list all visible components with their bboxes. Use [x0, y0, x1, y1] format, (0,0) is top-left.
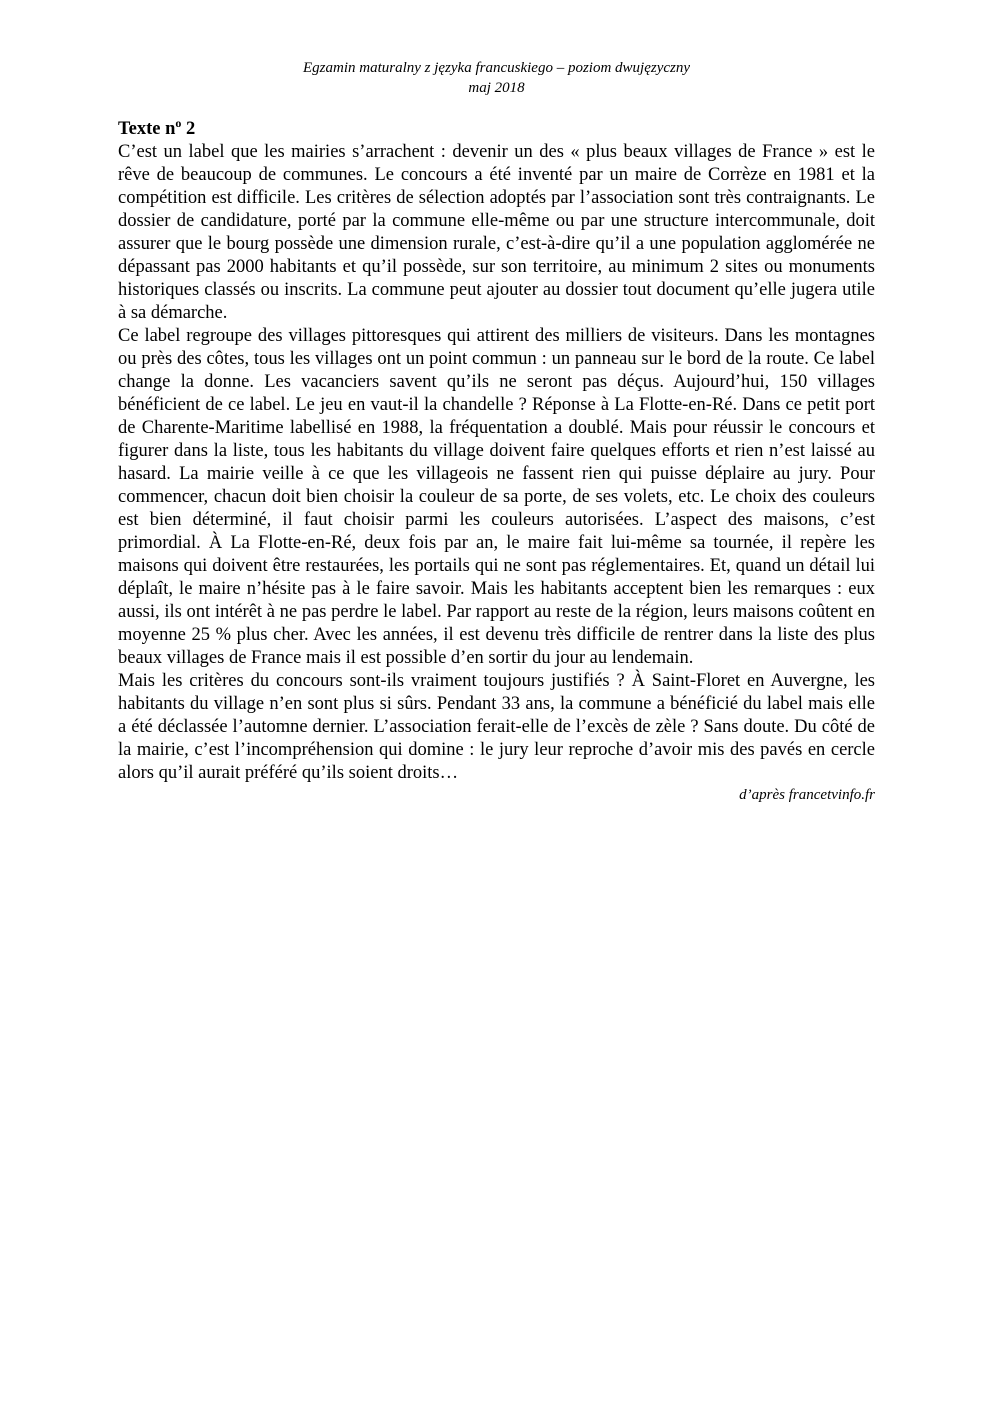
- paragraph-1: C’est un label que les mairies s’arrachent : devenir un des « plus beaux villages de France » est le rêve de beaucoup de communes. Le concours a été inventé par un maire de Corrèze en 1981 et la compétition est difficile. Les critères de sélection adoptés par l’association sont très contraignants. Le dossier de candidature, porté par la commune elle-même ou par une structure intercommunale, doit assurer que le bourg possède une dimension rurale, c’est-à-dire qu’il a une population agglomérée ne dépassant pas 2000 habitants et qu’il possède, sur son territoire, au minimum 2 sites ou monuments historiques classés ou inscrits. La commune peut ajouter au dossier tout document qu’elle jugera utile à sa démarche.: [118, 142, 875, 323]
- header-exam-date: maj 2018: [468, 80, 525, 96]
- text-body: [118, 115, 875, 806]
- text-title-superscript: o: [175, 115, 182, 130]
- text-title: [118, 115, 875, 141]
- header-exam-title: Egzamin maturalny z języka francuskiego – poziom dwujęzyczny: [302, 60, 691, 76]
- page-header: [0, 58, 993, 98]
- source-attribution: d’après francetvinfo.fr: [739, 787, 875, 803]
- text-title-number: 2: [181, 119, 196, 139]
- paragraph-3: Mais les critères du concours sont-ils vraiment toujours justifiés ? À Saint-Floret en Auvergne, les habitants du village n’en sont plus si sûrs. Pendant 33 ans, la commune a bénéficié du label mais elle a été déclassée l’automne dernier. L’association ferait-elle de l’excès de zèle ? Sans doute. Du côté de la mairie, c’est l’incompréhension qui domine : le jury leur reproche d’avoir mis des pavés en cercle alors qu’il aurait préféré qu’ils soient droits…: [118, 671, 875, 783]
- text-title-prefix: Texte n: [118, 119, 176, 139]
- paragraph-2: Ce label regroupe des villages pittoresques qui attirent des milliers de visiteurs. Dans les montagnes ou près des côtes, tous les villages ont un point commun : un panneau sur le bord de la route. Ce label change la donne. Les vacanciers savent qu’ils ne seront pas déçus. Aujourd’hui, 150 villages bénéficient de ce label. Le jeu en vaut-il la chandelle ? Réponse à La Flotte-en-Ré. Dans ce petit port de Charente-Maritime labellisé en 1988, la fréquentation a doublé. Mais pour réussir le concours et figurer dans la liste, tous les habitants du village doivent faire quelques efforts et rien n’est laissé au hasard. La mairie veille à ce que les villageois ne fassent rien qui puisse déplaire au jury. Pour commencer, chacun doit bien choisir la couleur de sa porte, de ses volets, etc. Le choix des couleurs est bien déterminé, il faut choisir parmi les couleurs autorisées. L’aspect des maisons, c’est primordial. À La Flotte-en-Ré, deux fois par an, le maire fait lui-même sa tournée, il repère les maisons qui doivent être restaurées, les portails qui ne sont pas réglementaires. Et, quand un détail lui déplaît, le maire n’hésite pas à le faire savoir. Mais les habitants acceptent bien les remarques : eux aussi, ils ont intérêt à ne pas perdre le label. Par rapport au reste de la région, leurs maisons coûtent en moyenne 25 % plus cher. Avec les années, il est devenu très difficile de rentrer dans la liste des plus beaux villages de France mais il est possible d’en sortir du jour au lendemain.: [118, 326, 875, 668]
